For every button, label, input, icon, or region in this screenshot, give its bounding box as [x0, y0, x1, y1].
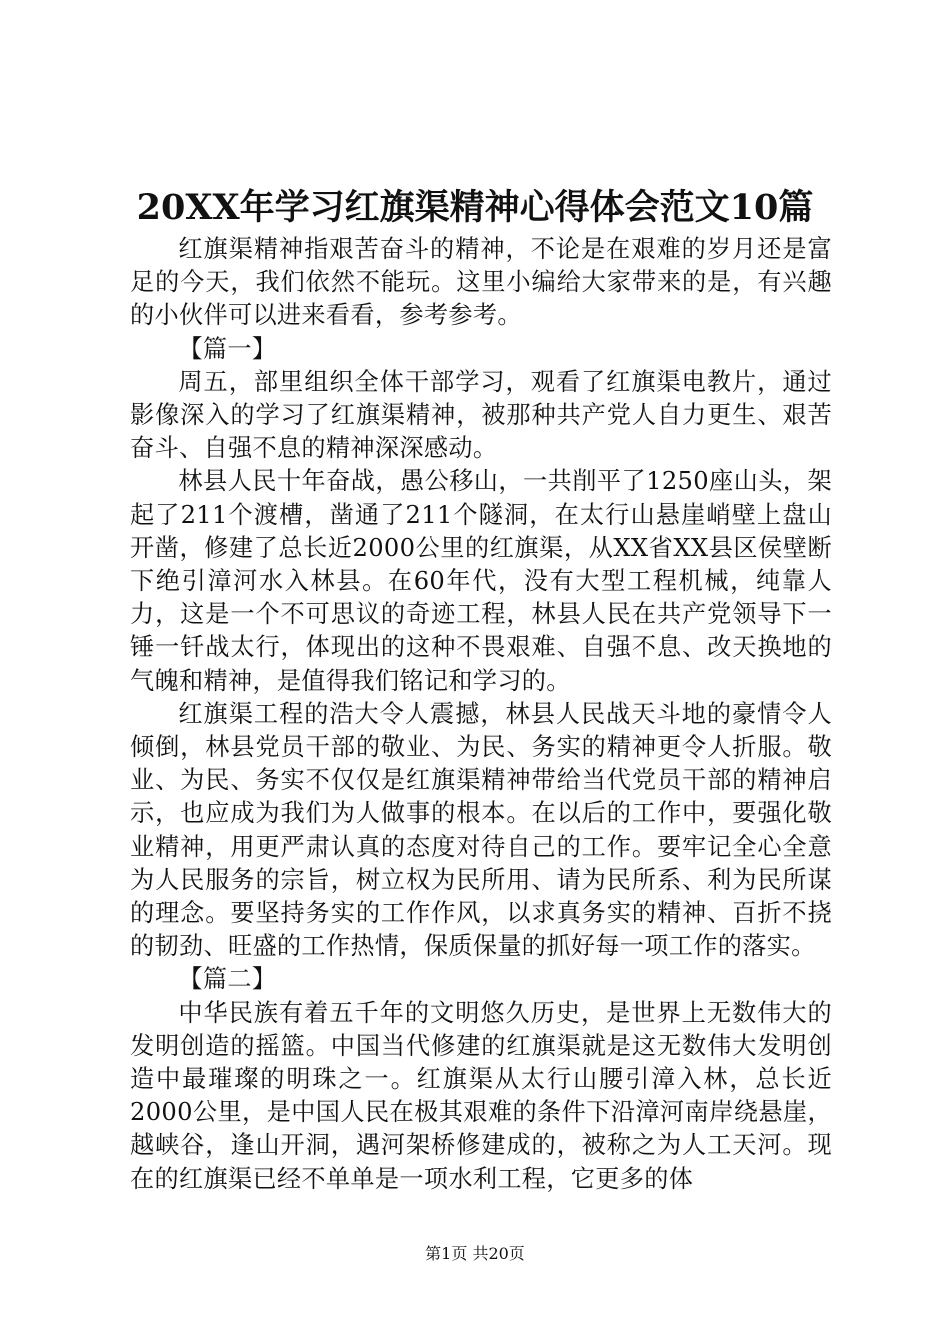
- section-heading-2: 【篇二】: [178, 965, 277, 994]
- section-heading-1: 【篇一】: [178, 334, 277, 363]
- intro-paragraph: 红旗渠精神指艰苦奋斗的精神，不论是在艰难的岁月还是富足的今天，我们依然不能玩。这里小编给大家带来的是，有兴趣的小伙伴可以进来看看，参考参考。: [130, 235, 832, 330]
- page-footer: 第1页 共20页: [425, 1244, 525, 1263]
- document-body: [130, 233, 832, 1196]
- body-paragraph: 红旗渠工程的浩大令人震撼，林县人民战天斗地的豪情令人倾倒，林县党员干部的敬业、为民、务实的精神更令人折服。敬业、为民、务实不仅仅是红旗渠精神带给当代党员干部的精神启示，也应成为我们为人做事的根本。在以后的工作中，要强化敬业精神，用更严肃认真的态度对待自己的工作。要牢记全心全意为人民服务的宗旨，树立权为民所用、请为民所系、利为民所谋的理念。要坚持务实的工作作风，以求真务实的精神、百折不挠的韧劲、旺盛的工作热情，保质保量的抓好每一项工作的落实。: [130, 699, 832, 961]
- body-paragraph: 中华民族有着五千年的文明悠久历史，是世界上无数伟大的发明创造的摇篮。中国当代修建的红旗渠就是这无数伟大发明创造中最璀璨的明珠之一。红旗渠从太行山腰引漳入林，总长近2000公里，是中国人民在极其艰难的条件下沿漳河南岸绕悬崖，越峡谷，逢山开洞，遇河架桥修建成的，被称之为人工天河。现在的红旗渠已经不单单是一项水利工程，它更多的体: [130, 998, 832, 1193]
- document-title: 20XX年学习红旗渠精神心得体会范文10篇: [136, 187, 814, 228]
- body-paragraph: 林县人民十年奋战，愚公移山，一共削平了1250座山头，架起了211个渡槽，凿通了211个隧洞，在太行山悬崖峭壁上盘山开凿，修建了总长近2000公里的红旗渠，从XX省XX县区侯壁断下绝引漳河水入林县。在60年代，没有大型工程机械，纯靠人力，这是一个不可思议的奇迹工程，林县人民在共产党领导下一锤一钎战太行，体现出的这种不畏艰难、自强不息、改天换地的气魄和精神，是值得我们铭记和学习的。: [130, 467, 832, 695]
- body-paragraph: 周五，部里组织全体干部学习，观看了红旗渠电教片，通过影像深入的学习了红旗渠精神，被那种共产党人自力更生、艰苦奋斗、自强不息的精神深深感动。: [130, 367, 832, 463]
